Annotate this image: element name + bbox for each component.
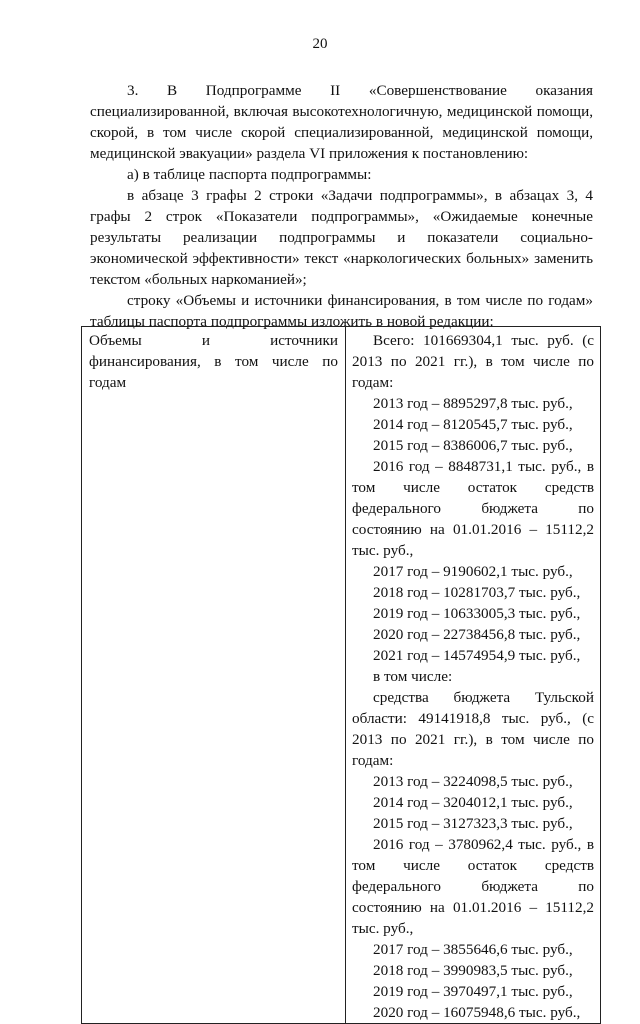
funding-line: 2019 год – 3970497,1 тыс. руб., — [373, 983, 573, 1000]
funding-line: 2018 год – 3990983,5 тыс. руб., — [373, 962, 573, 979]
funding-line: 2020 год – 22738456,8 тыс. руб., — [373, 626, 581, 643]
funding-line: 2016 год – 8848731,1 тыс. руб., в том числе остаток средств федерального бюджета по состоянию на 01.01.2016 – 15112,2 тыс. руб., — [352, 458, 594, 559]
word: В — [167, 82, 178, 99]
funding-line: 2014 год – 3204012,1 тыс. руб., — [373, 794, 573, 811]
table-row — [82, 327, 601, 1024]
word: «Совершенствование — [368, 82, 507, 99]
funding-line: средства бюджета Тульской области: 49141918,8 тыс. руб., (с 2013 по 2021 гг.), в том числе по годам: — [352, 689, 594, 769]
funding-line: 2014 год – 8120545,7 тыс. руб., — [373, 416, 573, 433]
table-cell-label: Объемы и источники финансирования, в том числе по годам — [82, 327, 346, 1024]
funding-lines — [352, 330, 594, 1023]
funding-line: 2019 год – 10633005,3 тыс. руб., — [373, 605, 581, 622]
funding-line: 2013 год – 3224098,5 тыс. руб., — [373, 773, 573, 790]
funding-line: 2015 год – 3127323,3 тыс. руб., — [373, 815, 573, 832]
paragraph-3-continuation: специализированной, включая высокотехнологичную, медицинской помощи, скорой, в том числе скорой специализированной, медицинской помощи, медицинской эвакуации» раздела VI приложения к постановлению: — [90, 103, 593, 162]
funding-line: 2017 год – 3855646,6 тыс. руб., — [373, 941, 573, 958]
document-body — [90, 80, 593, 332]
word: оказания — [535, 82, 593, 99]
funding-line: 2020 год – 16075948,6 тыс. руб., — [373, 1004, 581, 1021]
funding-line: 2015 год – 8386006,7 тыс. руб., — [373, 437, 573, 454]
funding-line: 2018 год – 10281703,7 тыс. руб., — [373, 584, 581, 601]
page-number: 20 — [312, 36, 328, 52]
funding-line: в том числе: — [373, 668, 453, 685]
funding-line: 2016 год – 3780962,4 тыс. руб., в том числе остаток средств федерального бюджета по состоянию на 01.01.2016 – 15112,2 тыс. руб., — [352, 836, 594, 937]
funding-line: Всего: 101669304,1 тыс. руб. (с 2013 по 2021 гг.), в том числе по годам: — [352, 332, 594, 391]
funding-line: 2013 год – 8895297,8 тыс. руб., — [373, 395, 573, 412]
word: Подпрограмме — [205, 82, 302, 99]
paragraph-a: а) в таблице паспорта подпрограммы: — [127, 166, 372, 183]
paragraph-abzac: в абзаце 3 графы 2 строки «Задачи подпрограммы», в абзацах 3, 4 графы 2 строк «Показатели подпрограммы», «Ожидаемые конечные результаты реализации подпрограммы и показатели социально-экономической эффективности» текст «наркологических больных» заменить текстом «больных наркоманией»; — [90, 187, 593, 288]
table-cell-values — [346, 327, 601, 1024]
paragraph-3-first-line — [90, 80, 593, 101]
word: II — [330, 82, 341, 99]
paragraph-row-edit: строку «Объемы и источники финансирования, в том числе по годам» таблицы паспорта подпрограммы изложить в новой редакции: — [90, 292, 593, 330]
item-number: 3. — [127, 82, 139, 99]
funding-line: 2017 год – 9190602,1 тыс. руб., — [373, 563, 573, 580]
passport-table — [81, 326, 601, 1024]
funding-line: 2021 год – 14574954,9 тыс. руб., — [373, 647, 581, 664]
